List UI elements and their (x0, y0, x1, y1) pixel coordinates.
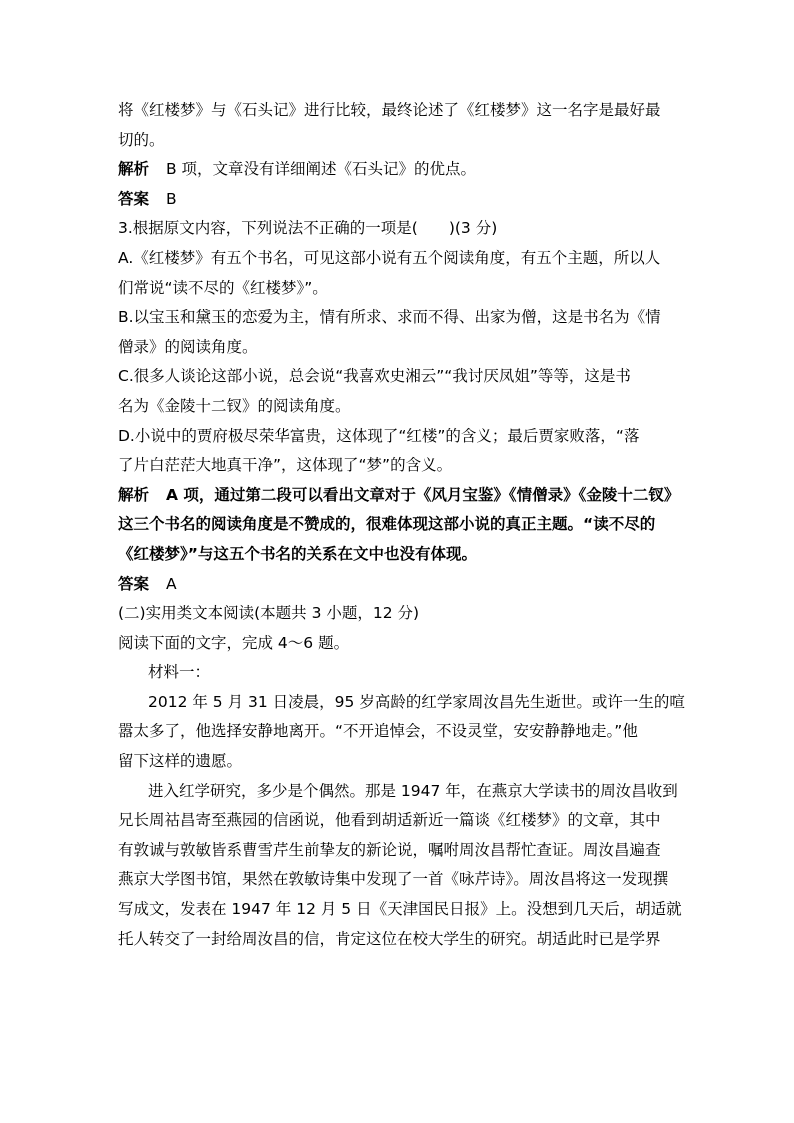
answer-label: 答案 (118, 574, 150, 593)
option-a: A.《红楼梦》有五个书名，可见这部小说有五个阅读角度，有五个主题，所以人 (118, 248, 661, 267)
document-page (118, 96, 685, 954)
option-b-cont: 僧录》的阅读角度。 (118, 337, 258, 356)
analysis-text: B 项，文章没有详细阐述《石头记》的优点。 (166, 160, 477, 179)
section-heading: (二)实用类文本阅读(本题共 3 小题，12 分) (118, 604, 420, 623)
option-a-cont: 们常说“读不尽的《红楼梦》”。 (118, 278, 328, 297)
answer-text: B (166, 189, 177, 208)
paragraph-line: 兄长周祜昌寄至燕园的信函说，他看到胡适新近一篇谈《红楼梦》的文章，其中 (118, 811, 661, 830)
paragraph-line: 嚣太多了，他选择安静地离开。“不开追悼会，不设灵堂，安安静静地走。”他 (118, 722, 638, 741)
analysis-cont: 《红楼梦》”与这五个书名的关系在文中也没有体现。 (118, 544, 477, 563)
instruction-line: 阅读下面的文字，完成 4～6 题。 (118, 633, 350, 652)
paragraph-line: 2012 年 5 月 31 日凌晨，95 岁高龄的红学家周汝昌先生逝世。或许一生的喧 (148, 692, 685, 711)
question-line: 3.根据原文内容，下列说法不正确的一项是( )(3 分) (118, 219, 498, 238)
analysis-text: A 项，通过第二段可以看出文章对于《风月宝鉴》《情僧录》《金陵十二钗》 (166, 485, 680, 504)
option-c: C.很多人谈论这部小说，总会说“我喜欢史湘云”“我讨厌凤姐”等等，这是书 (118, 367, 631, 386)
answer-text: A (166, 574, 177, 593)
answer-label: 答案 (118, 189, 150, 208)
option-c-cont: 名为《金陵十二钗》的阅读角度。 (118, 396, 351, 415)
paragraph-line: 托人转交了一封给周汝昌的信，肯定这位在校大学生的研究。胡适此时已是学界 (118, 929, 661, 948)
option-b: B.以宝玉和黛玉的恋爱为主，情有所求、求而不得、出家为僧，这是书名为《情 (118, 308, 661, 327)
analysis-line-2 (118, 481, 680, 511)
analysis-cont: 这三个书名的阅读角度是不赞成的，很难体现这部小说的真正主题。“读不尽的 (118, 515, 656, 534)
text-line: 将《红楼梦》与《石头记》进行比较，最终论述了《红楼梦》这一名字是最好最 (118, 101, 661, 119)
answer-line (118, 185, 680, 215)
paragraph-line: 有敦诚与敦敏皆系曹雪芹生前挚友的新论说，嘱咐周汝昌帮忙查证。周汝昌遍查 (118, 840, 661, 859)
analysis-label: 解析 (118, 160, 150, 179)
paragraph-line: 写成文，发表在 1947 年 12 月 5 日《天津国民日报》上。没想到几天后，胡适就 (118, 900, 682, 919)
material-heading: 材料一： (148, 663, 211, 682)
answer-line-2 (118, 570, 680, 600)
analysis-line (118, 155, 680, 185)
option-d-cont: 了片白茫茫大地真干净”，这体现了“梦”的含义。 (118, 456, 453, 475)
option-d: D.小说中的贾府极尽荣华富贵，这体现了“红楼”的含义；最后贾家败落，“落 (118, 426, 640, 445)
paragraph-line: 进入红学研究，多少是个偶然。那是 1947 年，在燕京大学读书的周汝昌收到 (148, 781, 678, 800)
analysis-label: 解析 (118, 485, 150, 504)
paragraph-line: 燕京大学图书馆，果然在敦敏诗集中发现了一首《咏芹诗》。周汝昌将这一发现撰 (118, 870, 669, 889)
text-line: 切的。 (118, 130, 165, 149)
paragraph-line: 留下这样的遗愿。 (118, 752, 243, 771)
